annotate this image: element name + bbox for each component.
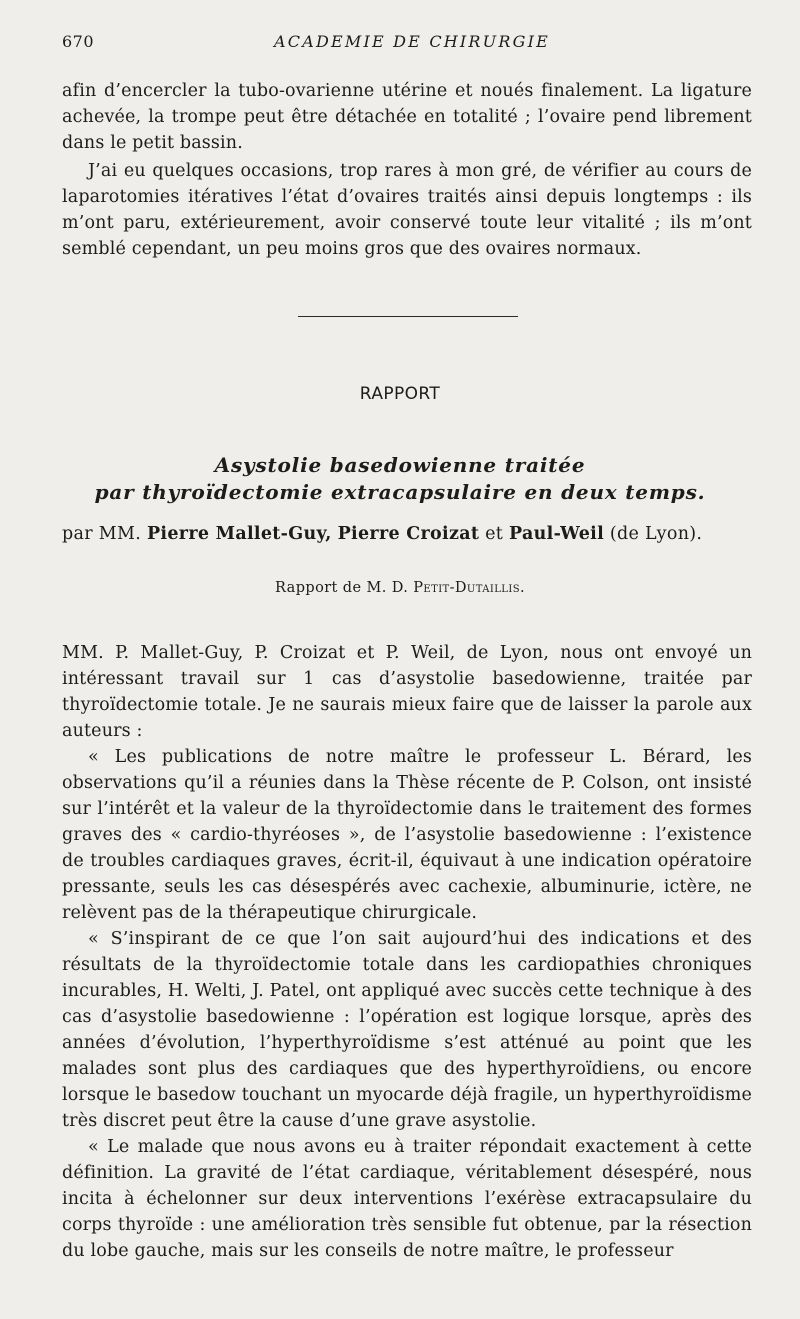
report-byline	[0, 580, 800, 596]
paragraph: « Le malade que nous avons eu à traiter répondait exactement à cette définition. La gravité de l’état cardiaque, véritablement désespéré, nous incita à échelonner sur deux interventions l’exérèse extracapsulaire du corps thyroïde : une amélioration très sensible fut obtenue, par la résection du lobe gauche, mais sur les conseils de notre maître, le professeur	[62, 1137, 752, 1261]
paragraph: J’ai eu quelques occasions, trop rares à mon gré, de vérifier au cours de laparotomies itératives l’état d’ovaires traités ainsi depuis longtemps : ils m’ont paru, extérieurement, avoir conservé toute leur vitalité ; ils m’ont semblé cependant, un peu moins gros que des ovaires normaux.	[62, 161, 752, 259]
authors-prefix: par MM.	[62, 524, 142, 544]
paragraph: « S’inspirant de ce que l’on sait aujourd’hui des indications et des résultats de la thyroïdectomie totale dans les cardiopathies chroniques incurables, H. Welti, J. Patel, ont appliqué avec succès cette technique à des cas d’asystolie basedowienne : l’opération est logique lorsque, après des années d’évolution, l’hyperthyroïdisme s’est atténué au point que les malades sont plus des cardiaques que des hyperthyroïdiens, ou encore lorsque le basedow touchant un myocarde déjà fragile, un hyperthyroïdisme très discret peut être la cause d’une grave asystolie.	[62, 929, 752, 1131]
article-authors	[62, 524, 762, 544]
article-title-line-2: par thyroïdectomie extracapsulaire en deux temps.	[94, 480, 706, 504]
paragraph: « Les publications de notre maître le professeur L. Bérard, les observations qu’il a réunies dans la Thèse récente de P. Colson, ont insisté sur l’intérêt et la valeur de la thyroïdectomie dans le traitement des formes graves des « cardio-thyréoses », de l’asystolie basedowienne : l’existence de troubles cardiaques graves, écrit-il, équivaut à une indication opératoire pressante, seuls les cas désespérés avec cachexie, albuminurie, ictère, ne relèvent pas de la thérapeutique chirurgicale.	[62, 747, 752, 923]
author-name: Pierre Croizat	[337, 524, 480, 544]
intro-text	[62, 78, 752, 262]
article-title-line-1: Asystolie basedowienne traitée	[214, 453, 586, 477]
article-title	[0, 452, 800, 506]
author-name: Pierre Mallet-Guy,	[146, 524, 332, 544]
journal-title: ACADEMIE DE CHIRURGIE	[274, 32, 550, 51]
page-number: 670	[62, 32, 95, 51]
authors-affiliation: (de Lyon).	[609, 524, 703, 544]
paragraph: MM. P. Mallet-Guy, P. Croizat et P. Weil, de Lyon, nous ont envoyé un intéressant travail sur 1 cas d’asystolie basedowienne, traitée par thyroïdectomie totale. Je ne saurais mieux faire que de laisser la parole aux auteurs :	[62, 643, 752, 741]
authors-conjunction: et	[485, 524, 504, 544]
section-divider	[298, 316, 518, 317]
paragraph: afin d’encercler la tubo-ovarienne utérine et noués finalement. La ligature achevée, la trompe peut être détachée en totalité ; l’ovaire pend librement dans le petit bassin.	[62, 81, 752, 153]
section-heading: RAPPORT	[359, 384, 441, 404]
running-header	[62, 32, 748, 54]
report-byline-prefix: Rapport de M. D.	[275, 580, 409, 596]
body-text	[62, 640, 752, 1264]
author-name: Paul-Weil	[508, 524, 605, 544]
reporter-name: Petit-Dutaillis.	[413, 580, 525, 596]
